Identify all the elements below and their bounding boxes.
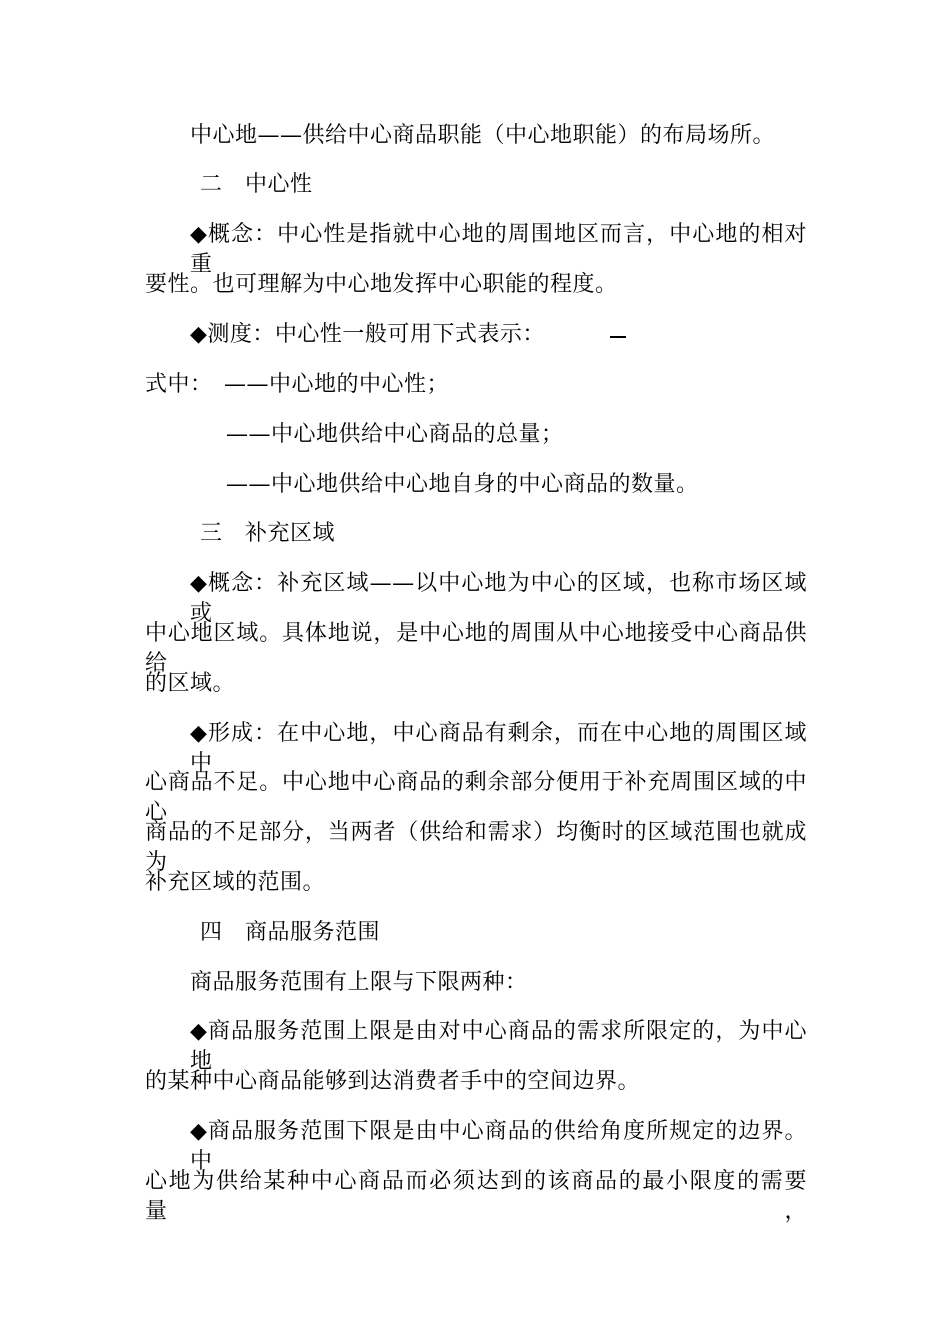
formula-legend-line: ——中心地供给中心商品的总量； — [226, 422, 564, 447]
paragraph-line: 商品的不足部分，当两者（供给和需求）均衡时的区域范围也就成为 — [145, 820, 807, 875]
formula-legend-line: ——中心地供给中心地自身的中心商品的数量。 — [226, 472, 699, 497]
paragraph-line: 中心地区域。具体地说，是中心地的周围从中心地接受中心商品供给 — [145, 621, 807, 676]
formula-legend-line: 式中： ——中心地的中心性； — [145, 372, 450, 397]
paragraph-line: 的某种中心商品能够到达消费者手中的空间边界。 — [145, 1069, 641, 1094]
paragraph-line: 商品服务范围有上限与下限两种： — [190, 970, 528, 995]
formula-overline-mark — [610, 336, 626, 338]
paragraph-line: 补充区域的范围。 — [145, 870, 326, 895]
paragraph-line: ◆测度：中心性一般可用下式表示： — [190, 322, 545, 347]
paragraph-line: ◆概念：中心性是指就中心地的周围地区而言，中心地的相对重 — [190, 222, 807, 277]
paragraph-line: 的区域。 — [145, 671, 236, 696]
paragraph-line: 心商品不足。中心地中心商品的剩余部分便用于补充周围区域的中心 — [145, 770, 807, 825]
paragraph-line: ◆商品服务范围上限是由对中心商品的需求所限定的，为中心地 — [190, 1019, 807, 1074]
section-heading-centrality: 二 中心性 — [200, 172, 313, 197]
definition-central-place: 中心地——供给中心商品职能（中心地职能）的布局场所。 — [190, 123, 776, 148]
paragraph-line: ◆商品服务范围下限是由中心商品的供给角度所规定的边界。中 — [190, 1119, 807, 1174]
section-heading-service-range: 四 商品服务范围 — [200, 920, 381, 945]
paragraph-line: ◆概念：补充区域——以中心地为中心的区域，也称市场区域或 — [190, 571, 807, 626]
paragraph-line: ◆形成：在中心地，中心商品有剩余，而在中心地的周围区域中 — [190, 721, 807, 776]
section-heading-complementary-region: 三 补充区域 — [200, 521, 336, 546]
paragraph-line: 要性。也可理解为中心地发挥中心职能的程度。 — [145, 272, 618, 297]
paragraph-line: 心地为供给某种中心商品而必须达到的该商品的最小限度的需要量， — [145, 1169, 807, 1224]
